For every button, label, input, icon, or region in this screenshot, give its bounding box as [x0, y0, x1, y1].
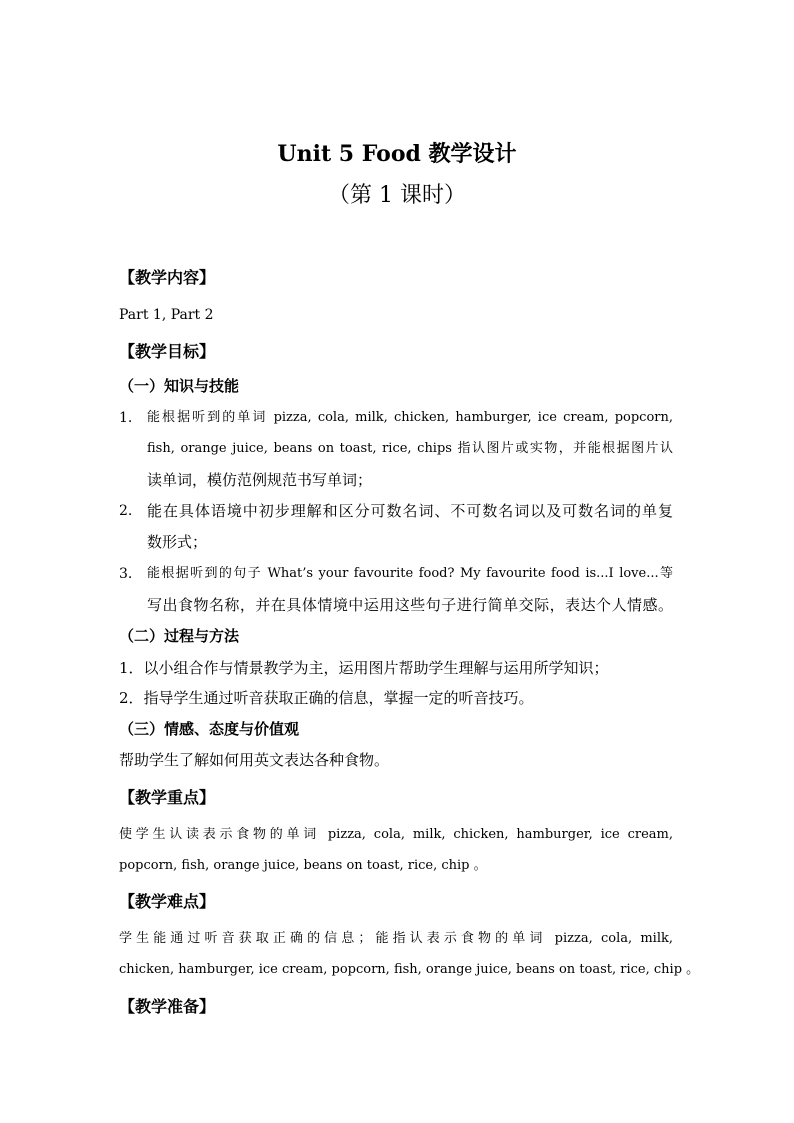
subsection-heading-attitude: （三）情感、态度与价值观 — [119, 720, 300, 738]
subsection-heading-process: （二）过程与方法 — [119, 627, 240, 645]
list-item-line: 能根据听到的单词 pizza, cola, milk, chicken, hamburger, ice cream, popcorn, — [147, 410, 673, 425]
process-item: 1．以小组合作与情景教学为主，运用图片帮助学生理解与运用所学知识； — [119, 659, 609, 677]
list-item-line: 数形式； — [147, 533, 208, 551]
list-item-line: fish, orange juice, beans on toast, rice, chips 指认图片或实物，并能根据图片认 — [147, 441, 673, 456]
section-heading-content: 【教学内容】 — [119, 268, 216, 287]
list-item-line: 写出食物名称，并在具体情境中运用这些句子进行简单交际，表达个人情感。 — [147, 596, 673, 614]
content-text: Part 1, Part 2 — [119, 307, 214, 323]
section-heading-goals: 【教学目标】 — [119, 342, 216, 361]
list-item-line: 读单词，模仿范例规范书写单词； — [147, 471, 373, 489]
document-title: Unit 5 Food 教学设计 — [277, 141, 517, 167]
process-item: 2．指导学生通过听音获取正确的信息，掌握一定的听音技巧。 — [119, 689, 534, 707]
section-heading-preparation: 【教学准备】 — [119, 997, 216, 1016]
list-item-number: 3. — [119, 566, 133, 582]
difficulties-line: 学生能通过听音获取正确的信息；能指认表示食物的单词 pizza, cola, milk, — [119, 931, 673, 946]
section-heading-difficulties: 【教学难点】 — [119, 892, 216, 911]
subsection-heading-knowledge: （一）知识与技能 — [119, 377, 240, 395]
attitude-text: 帮助学生了解如何用英文表达各种食物。 — [119, 751, 390, 769]
section-heading-key-points: 【教学重点】 — [119, 788, 216, 807]
list-item-line: 能根据听到的句子 What’s your favourite food? My favourite food is...I love...等 — [147, 566, 673, 581]
list-item-number: 1. — [119, 410, 133, 426]
document-subtitle: （第 1 课时） — [328, 183, 466, 208]
list-item-line: 能在具体语境中初步理解和区分可数名词、不可数名词以及可数名词的单复 — [147, 502, 673, 520]
list-item-number: 2. — [119, 503, 133, 519]
key-points-line: popcorn, fish, orange juice, beans on toast, rice, chip 。 — [119, 858, 487, 873]
difficulties-line: chicken, hamburger, ice cream, popcorn, fish, orange juice, beans on toast, rice, chip 。 — [119, 962, 700, 977]
key-points-line: 使学生认读表示食物的单词 pizza, cola, milk, chicken, hamburger, ice cream, — [119, 827, 673, 842]
